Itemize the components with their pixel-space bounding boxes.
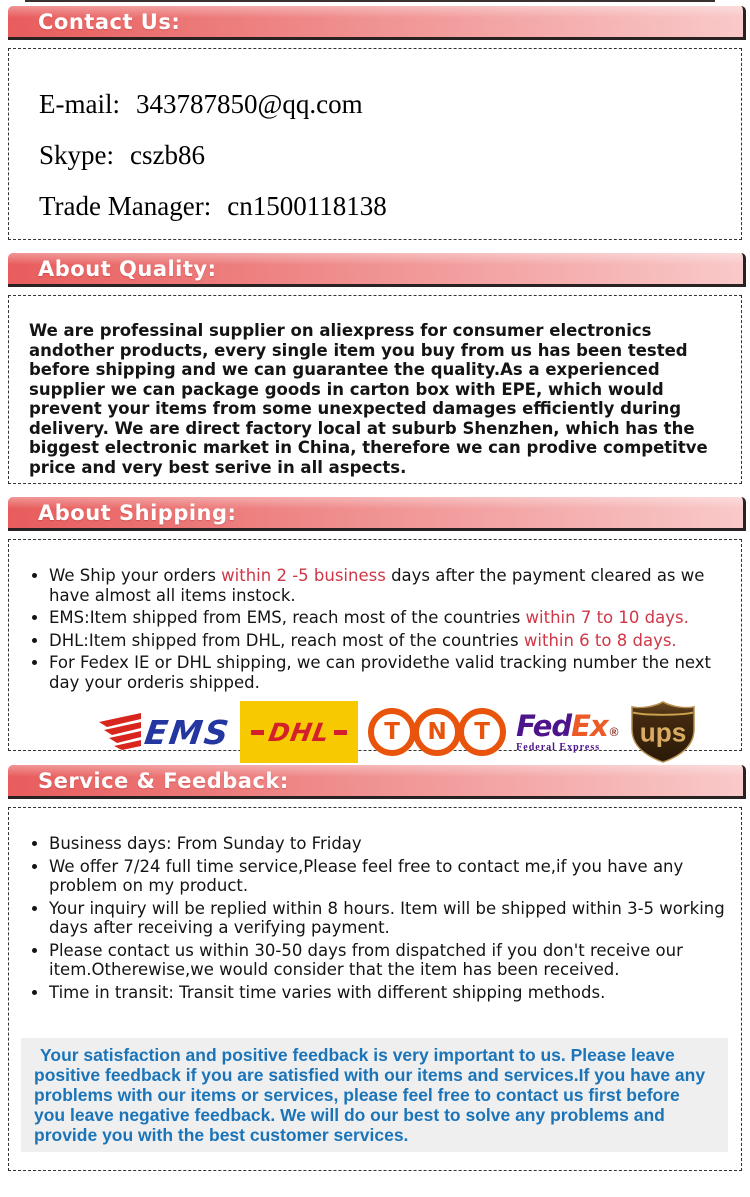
shipping-info-box — [8, 539, 742, 751]
bullet-item — [49, 631, 735, 651]
bullet-text: Your inquiry will be replied within 8 hours. Item will be shipped within 3-5 working days after receiving a verifying payment. — [49, 898, 725, 937]
quality-info-box — [8, 295, 742, 484]
fedex-logo — [516, 708, 619, 753]
tnt-letter-circle: T — [458, 708, 506, 756]
fedex-registered-mark: ® — [609, 724, 619, 739]
bullet-item — [49, 608, 735, 628]
feedback-notice-block — [21, 1038, 728, 1152]
service-bullet-list — [9, 834, 741, 1002]
bullet-item — [49, 983, 735, 1003]
section-title: Contact Us: — [38, 9, 181, 34]
bullet-text: Please contact us within 30-50 days from dispatched if you don't receive our item.Otherewise,we would consider that the item has been received. — [49, 940, 683, 979]
highlighted-text: within 6 to 8 days. — [523, 630, 677, 650]
dhl-wordmark: DHL — [266, 717, 333, 747]
bullet-item — [49, 899, 735, 938]
fedex-ex-text: Ex — [571, 708, 608, 743]
contact-value: cn1500118138 — [227, 191, 387, 221]
bullet-item — [49, 834, 735, 854]
fedex-fed-text: Fed — [516, 708, 572, 743]
bullet-item — [49, 653, 735, 692]
section-title: About Quality: — [38, 256, 217, 281]
section-title: About Shipping: — [38, 500, 237, 525]
bullet-text: Time in transit: Transit time varies with different shipping methods. — [49, 982, 606, 1002]
contact-label: Trade Manager: — [39, 191, 212, 221]
tnt-logo — [368, 708, 506, 756]
contact-info-box — [8, 48, 742, 240]
bullet-text: EMS:Item shipped from EMS, reach most of the countries — [49, 608, 526, 627]
bullet-text: Business days: From Sunday to Friday — [49, 834, 362, 853]
tnt-letter-circle: N — [413, 708, 461, 756]
bullet-item — [49, 566, 735, 605]
contact-value: cszb86 — [130, 140, 205, 170]
ems-wing-icon — [97, 710, 143, 755]
bullet-item — [49, 941, 735, 980]
highlighted-text: within 7 to 10 days. — [525, 608, 689, 627]
contact-value: 343787850@qq.com — [135, 89, 363, 119]
fedex-subtext: Federal Express — [516, 741, 601, 753]
contact-row — [39, 191, 731, 222]
shipping-bullet-list — [9, 566, 741, 692]
contact-row — [39, 89, 731, 120]
ems-wordmark: EMS — [142, 712, 233, 752]
contact-label: Skype: — [39, 140, 115, 170]
bullet-text: DHL:Item shipped from DHL, reach most of the countries — [49, 630, 524, 650]
section-title: Service & Feedback: — [38, 768, 289, 793]
top-divider-line — [25, 0, 715, 2]
highlighted-text: within 2 -5 business — [221, 566, 386, 585]
service-info-box — [8, 807, 742, 1171]
ups-shield-icon — [629, 700, 697, 764]
section-header-about-quality — [8, 253, 746, 287]
bullet-text: days after the payment cleared as we have almost all items instock. — [49, 566, 705, 605]
ups-logo — [629, 700, 697, 764]
feedback-notice-text: Your satisfaction and positive feedback is very important to us. Please leave positive feedback if you are satisfied with our items and services.If you have any problems with our items or services, please feel free to contact us first before you leave negative feedback. We will do our best to solve any problems and provide you with the best customer services. — [34, 1045, 706, 1145]
section-header-about-shipping — [8, 497, 746, 531]
dhl-dash-icon — [334, 730, 347, 735]
dhl-dash-icon — [251, 730, 264, 735]
svg-text:ups: ups — [639, 717, 686, 748]
section-header-contact-us — [8, 6, 746, 40]
section-header-service-feedback — [8, 765, 746, 799]
ems-logo — [97, 710, 233, 755]
bullet-text: We offer 7/24 full time service,Please feel free to contact me,if you have any problem on my product. — [49, 856, 684, 895]
bullet-text: For Fedex IE or DHL shipping, we can providethe valid tracking number the next day your orderis shipped. — [49, 653, 712, 692]
quality-paragraph: We are professinal supplier on aliexpress for consumer electronics andother products, every single item you buy from us has been tested before shipping and we can guarantee the quality.As a experienced supplier we can package goods in carton box with EPE, which would prevent your items from some unexpected damages efficiently during delivery. We are direct factory local at suburb Shenzhen, which has the biggest electronic market in China, therefore we can prodive competitve price and very best serive in all aspects. — [29, 321, 708, 477]
bullet-item — [49, 857, 735, 896]
carrier-logos-row — [97, 700, 741, 764]
contact-row — [39, 140, 731, 171]
fedex-wordmark — [516, 708, 619, 743]
bullet-text: We Ship your orders — [49, 566, 222, 585]
dhl-logo — [240, 701, 358, 763]
contact-label: E-mail: — [39, 89, 120, 119]
tnt-letter-circle: T — [368, 708, 416, 756]
